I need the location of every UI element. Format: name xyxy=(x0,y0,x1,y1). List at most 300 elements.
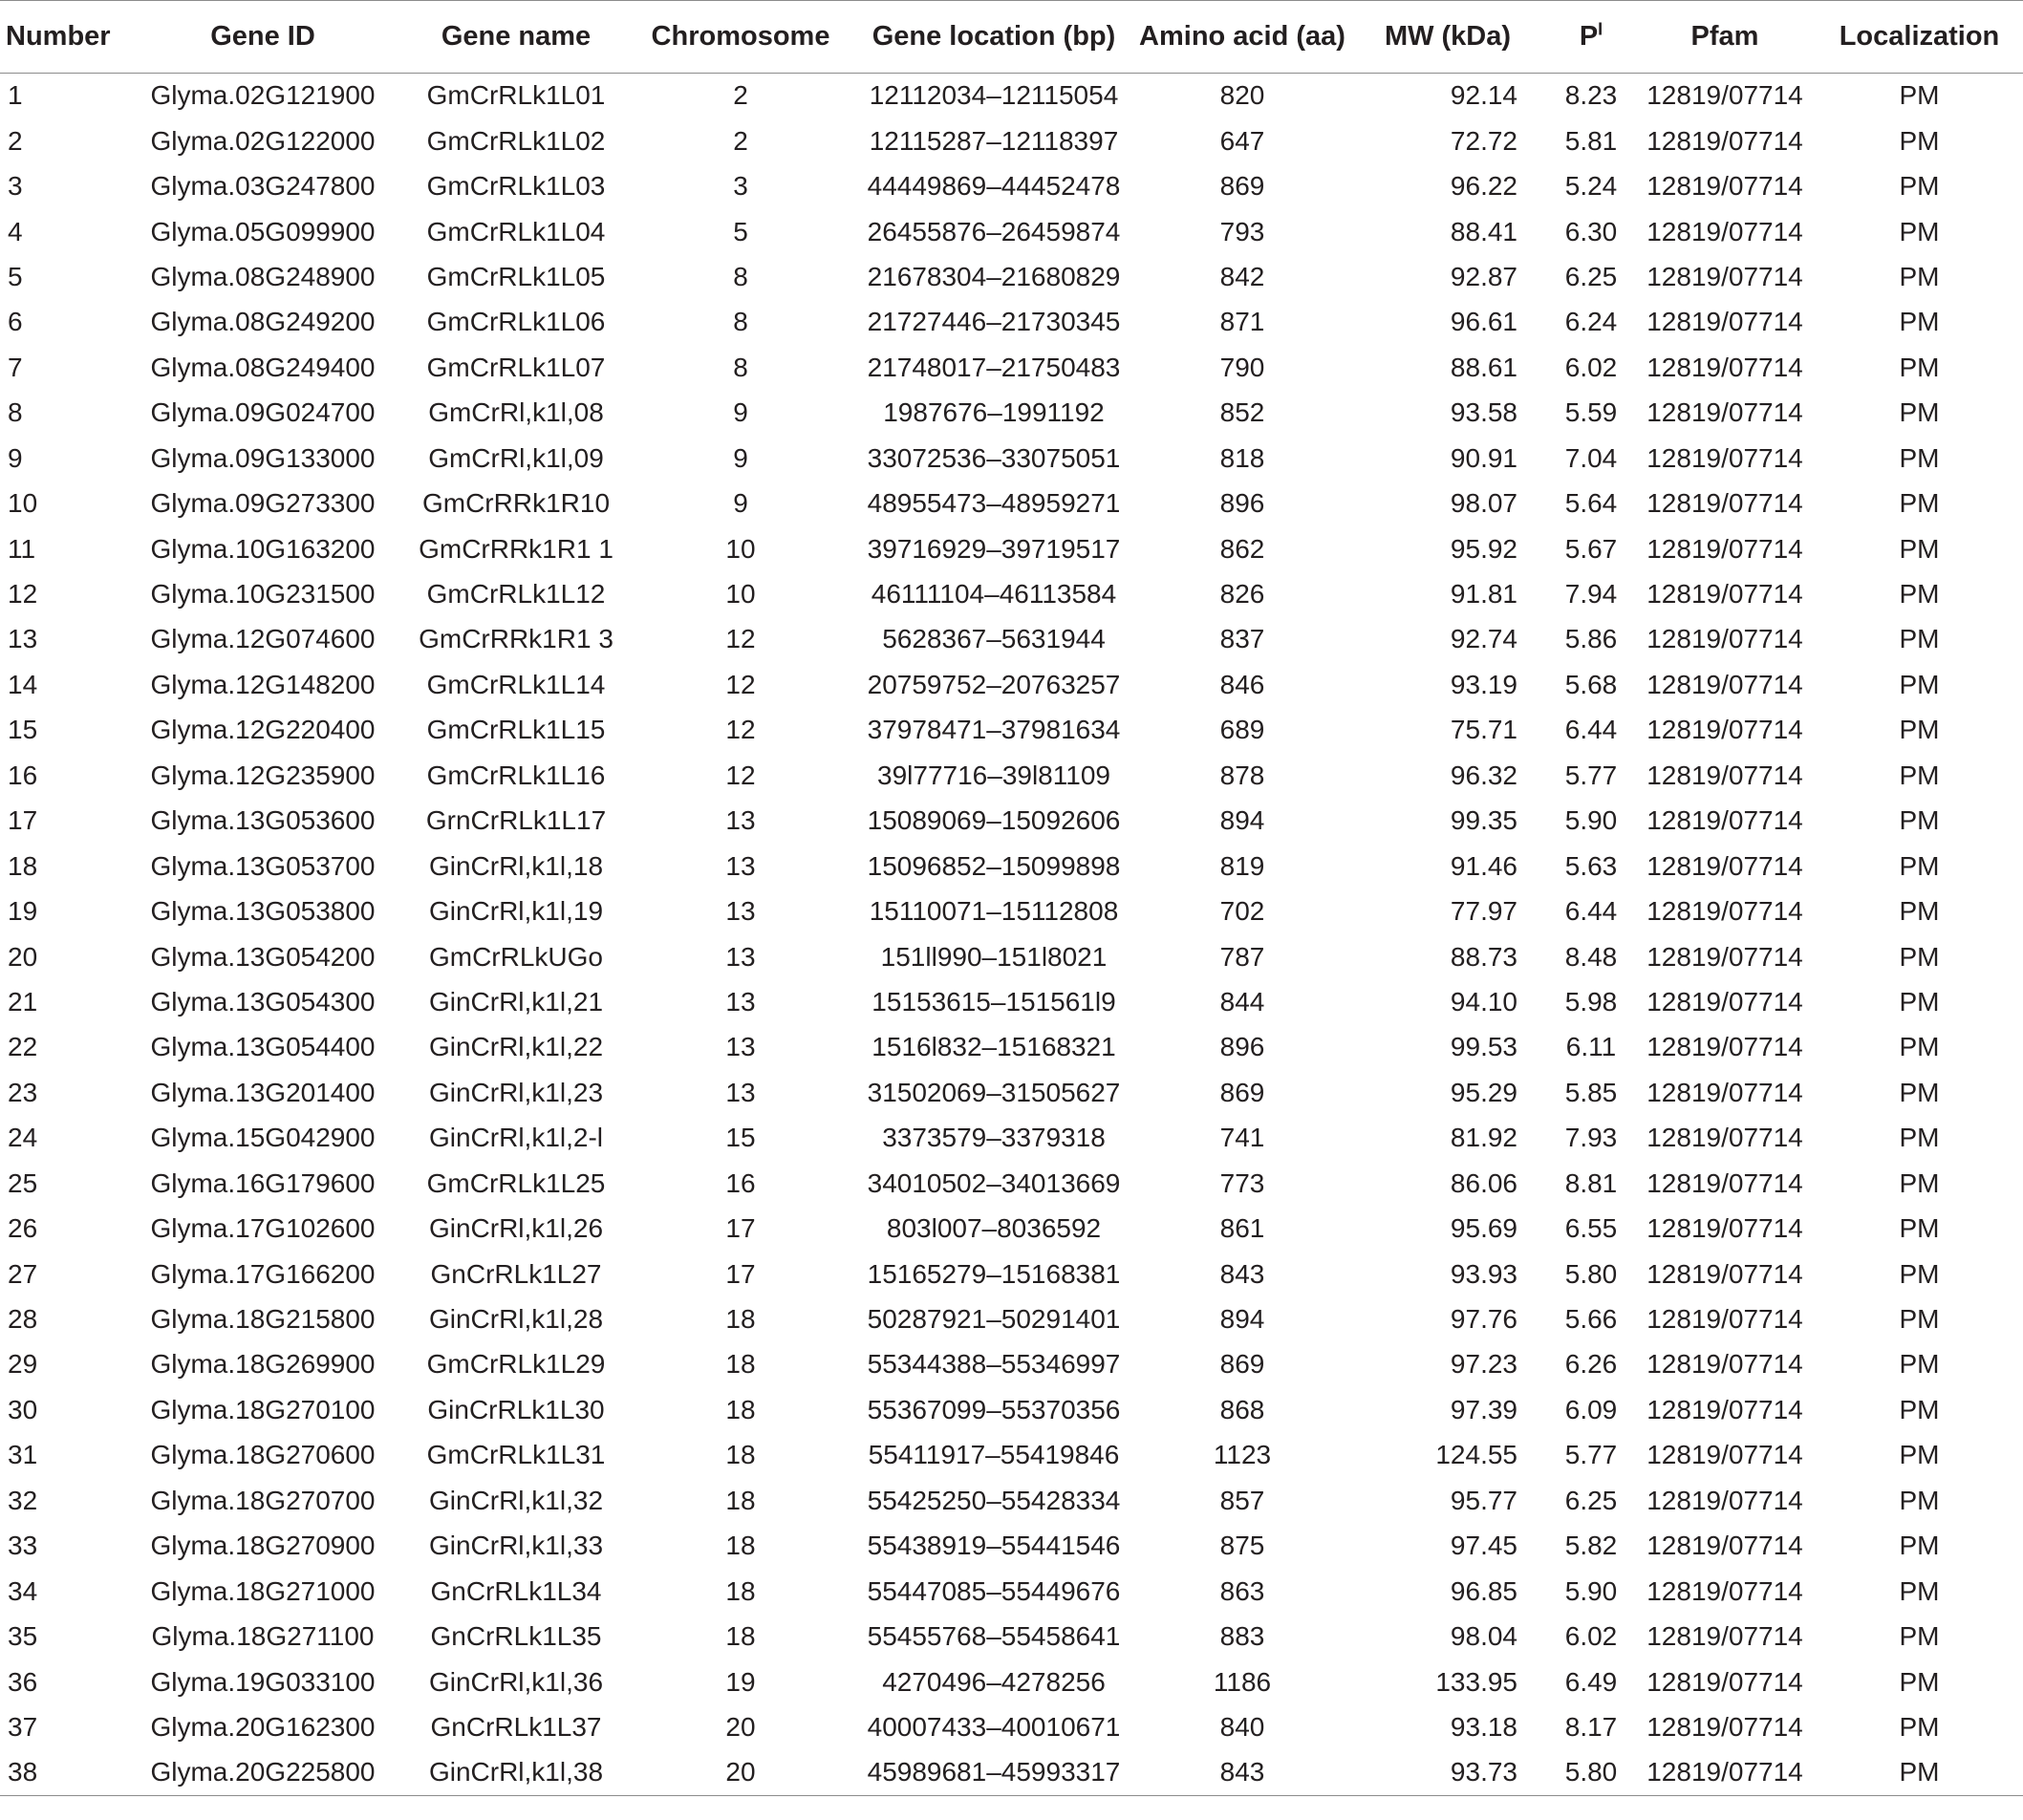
cell-number: 5 xyxy=(8,261,23,291)
cell-mw: 75.71 xyxy=(1450,715,1517,745)
cell-amino-acid: 894 xyxy=(1219,805,1265,836)
cell-gene-location: 40007433–40010671 xyxy=(867,1711,1121,1742)
cell-pi: 5.77 xyxy=(1564,760,1618,790)
cell-mw: 88.73 xyxy=(1450,941,1517,972)
table-row xyxy=(0,74,2023,118)
cell-localization: PM xyxy=(1899,352,1940,382)
cell-localization: PM xyxy=(1899,1666,1940,1697)
cell-chromosome: 16 xyxy=(725,1167,756,1198)
cell-chromosome: 18 xyxy=(725,1531,756,1561)
cell-gene-name: GmCrRLk1L12 xyxy=(426,579,606,610)
header-pi-sup: I xyxy=(1598,19,1603,39)
cell-gene-name: GinCrRl,k1l,21 xyxy=(428,986,604,1017)
table-row xyxy=(0,1614,2023,1659)
cell-pi: 6.25 xyxy=(1564,261,1618,291)
table-row xyxy=(0,1478,2023,1523)
cell-number: 17 xyxy=(8,805,38,836)
cell-chromosome: 5 xyxy=(733,216,748,246)
cell-pi: 5.80 xyxy=(1564,1258,1618,1289)
cell-chromosome: 10 xyxy=(725,533,756,564)
cell-gene-id: Glyma.13G054300 xyxy=(150,986,376,1017)
cell-amino-acid: 837 xyxy=(1219,624,1265,654)
table-row xyxy=(0,345,2023,390)
cell-gene-location: 50287921–50291401 xyxy=(867,1304,1121,1335)
cell-gene-id: Glyma.16G179600 xyxy=(150,1167,376,1198)
cell-gene-location: 1516l832–15168321 xyxy=(872,1032,1116,1062)
cell-pi: 6.26 xyxy=(1564,1349,1618,1380)
header-pfam: Pfam xyxy=(1634,1,1816,74)
header-chromosome: Chromosome xyxy=(631,1,850,74)
cell-gene-location: 12112034–12115054 xyxy=(869,80,1119,111)
cell-localization: PM xyxy=(1899,261,1940,291)
cell-pfam: 12819/07714 xyxy=(1646,125,1803,156)
cell-gene-location: 151ll990–151l8021 xyxy=(880,941,1108,972)
cell-gene-id: Glyma.09G133000 xyxy=(150,442,376,473)
cell-gene-name: GmCrRLk1L14 xyxy=(426,669,606,699)
cell-localization: PM xyxy=(1899,850,1940,881)
cell-pi: 8.17 xyxy=(1564,1711,1618,1742)
cell-number: 7 xyxy=(8,352,23,382)
cell-gene-location: 55425250–55428334 xyxy=(867,1485,1121,1515)
cell-mw: 95.69 xyxy=(1450,1213,1517,1244)
cell-pfam: 12819/07714 xyxy=(1646,1666,1803,1697)
cell-localization: PM xyxy=(1899,1711,1940,1742)
cell-number: 29 xyxy=(8,1349,38,1380)
cell-mw: 92.14 xyxy=(1450,80,1517,111)
cell-gene-name: GmCrRLk1L16 xyxy=(426,760,606,790)
cell-amino-acid: 793 xyxy=(1219,216,1265,246)
cell-gene-name: GnCrRLk1L27 xyxy=(430,1258,602,1289)
cell-amino-acid: 863 xyxy=(1219,1575,1265,1606)
cell-chromosome: 18 xyxy=(725,1349,756,1380)
cell-gene-name: GmCrRLk1L03 xyxy=(426,171,606,202)
cell-gene-id: Glyma.08G249400 xyxy=(150,352,376,382)
cell-chromosome: 13 xyxy=(725,896,756,927)
cell-gene-location: 44449869–44452478 xyxy=(867,171,1121,202)
cell-gene-location: 34010502–34013669 xyxy=(867,1167,1121,1198)
cell-gene-id: Glyma.18G269900 xyxy=(150,1349,376,1380)
cell-localization: PM xyxy=(1899,488,1940,519)
cell-chromosome: 13 xyxy=(725,941,756,972)
table-row xyxy=(0,753,2023,798)
cell-gene-id: Glyma.12G148200 xyxy=(150,669,376,699)
cell-number: 8 xyxy=(8,397,23,428)
cell-gene-location: 803l007–8036592 xyxy=(886,1213,1102,1244)
table-row xyxy=(0,617,2023,662)
cell-pfam: 12819/07714 xyxy=(1646,533,1803,564)
cell-chromosome: 8 xyxy=(733,307,748,337)
cell-pi: 8.48 xyxy=(1564,941,1618,972)
header-gene-location: Gene location (bp) xyxy=(850,1,1137,74)
cell-pfam: 12819/07714 xyxy=(1646,1440,1803,1470)
cell-amino-acid: 852 xyxy=(1219,397,1265,428)
header-amino-acid: Amino acid (aa) xyxy=(1137,1,1347,74)
cell-pi: 6.02 xyxy=(1564,1621,1618,1652)
cell-pfam: 12819/07714 xyxy=(1634,1750,1816,1795)
cell-gene-name: GmCrRLk1L29 xyxy=(426,1349,606,1380)
cell-amino-acid: 878 xyxy=(1219,760,1265,790)
cell-amino-acid: 773 xyxy=(1219,1167,1265,1198)
table-row xyxy=(0,1569,2023,1614)
cell-localization: PM xyxy=(1899,896,1940,927)
table-row xyxy=(0,1025,2023,1070)
cell-gene-location: 15089069–15092606 xyxy=(867,805,1121,836)
cell-chromosome: 13 xyxy=(725,1032,756,1062)
cell-number: 34 xyxy=(8,1575,38,1606)
table-row xyxy=(0,1296,2023,1341)
cell-chromosome: 8 xyxy=(733,352,748,382)
cell-gene-id: Glyma.09G273300 xyxy=(150,488,376,519)
cell-pfam: 12819/07714 xyxy=(1646,171,1803,202)
cell-number: 10 xyxy=(8,488,38,519)
cell-gene-location: 39l77716–39l81109 xyxy=(877,760,1110,790)
cell-chromosome: 13 xyxy=(725,805,756,836)
table-header-row xyxy=(0,1,2023,74)
cell-gene-id: Glyma.18G270100 xyxy=(150,1394,376,1424)
cell-amino-acid: 741 xyxy=(1219,1123,1265,1153)
cell-amino-acid: 787 xyxy=(1219,941,1265,972)
cell-mw: 95.92 xyxy=(1450,533,1517,564)
cell-amino-acid: 843 xyxy=(1219,1258,1265,1289)
cell-gene-location: 55344388–55346997 xyxy=(867,1349,1121,1380)
cell-number: 15 xyxy=(8,715,38,745)
table-row xyxy=(0,1342,2023,1387)
table-row xyxy=(0,1659,2023,1704)
cell-localization: PM xyxy=(1899,760,1940,790)
table-row xyxy=(0,1206,2023,1251)
cell-mw: 96.85 xyxy=(1450,1575,1517,1606)
cell-mw: 96.32 xyxy=(1450,760,1517,790)
cell-gene-location: 21678304–21680829 xyxy=(867,261,1121,291)
cell-number: 36 xyxy=(8,1666,38,1697)
cell-gene-id: Glyma.18G270700 xyxy=(150,1485,376,1515)
cell-gene-location: 21748017–21750483 xyxy=(867,352,1121,382)
cell-mw: 93.93 xyxy=(1450,1258,1517,1289)
cell-gene-name: GinCrRl,k1l,19 xyxy=(428,896,604,927)
cell-amino-acid: 871 xyxy=(1219,307,1265,337)
cell-localization: PM xyxy=(1899,1575,1940,1606)
table-row xyxy=(0,526,2023,571)
cell-amino-acid: 875 xyxy=(1219,1531,1265,1561)
cell-gene-id: Glyma.02G121900 xyxy=(150,80,376,111)
cell-amino-acid: 790 xyxy=(1219,352,1265,382)
cell-gene-id: Glyma.08G248900 xyxy=(150,261,376,291)
cell-gene-id: Glyma.18G271100 xyxy=(151,1621,375,1652)
cell-localization: PM xyxy=(1816,1750,2023,1795)
table-row xyxy=(0,844,2023,889)
cell-pfam: 12819/07714 xyxy=(1646,1258,1803,1289)
cell-pi: 6.55 xyxy=(1564,1213,1618,1244)
cell-localization: PM xyxy=(1899,1440,1940,1470)
cell-gene-location: 55411917–55419846 xyxy=(868,1440,1120,1470)
cell-amino-acid: 861 xyxy=(1219,1213,1265,1244)
cell-pi: 5.67 xyxy=(1564,533,1618,564)
cell-gene-name: GmCrRRk1R1 3 xyxy=(419,624,613,654)
cell-pfam: 12819/07714 xyxy=(1646,805,1803,836)
cell-gene-location: 15153615–151561l9 xyxy=(872,986,1116,1017)
cell-gene-name: GmCrRLk1L04 xyxy=(426,216,606,246)
table-row xyxy=(0,934,2023,979)
cell-mw: 96.22 xyxy=(1450,171,1517,202)
table-row xyxy=(0,889,2023,933)
cell-chromosome: 13 xyxy=(725,850,756,881)
cell-mw: 91.46 xyxy=(1450,850,1517,881)
cell-amino-acid: 883 xyxy=(1219,1621,1265,1652)
cell-gene-name: GinCrRl,k1l,18 xyxy=(428,850,604,881)
cell-pfam: 12819/07714 xyxy=(1646,1711,1803,1742)
cell-gene-name: GmCrRLk1L15 xyxy=(426,715,606,745)
cell-chromosome: 2 xyxy=(733,80,748,111)
cell-localization: PM xyxy=(1899,1213,1940,1244)
table-row xyxy=(0,1161,2023,1206)
table-row xyxy=(0,708,2023,753)
cell-amino-acid: 846 xyxy=(1219,669,1265,699)
cell-pfam: 12819/07714 xyxy=(1646,579,1803,610)
table-body xyxy=(0,74,2023,1796)
cell-localization: PM xyxy=(1899,216,1940,246)
cell-gene-name: GinCrRl,k1l,38 xyxy=(401,1750,631,1795)
cell-pfam: 12819/07714 xyxy=(1646,1167,1803,1198)
cell-number: 13 xyxy=(8,624,38,654)
cell-localization: PM xyxy=(1899,442,1940,473)
cell-gene-name: GmCrRLk1L07 xyxy=(426,352,606,382)
header-gene-id: Gene ID xyxy=(124,1,401,74)
cell-pfam: 12819/07714 xyxy=(1646,1213,1803,1244)
cell-pfam: 12819/07714 xyxy=(1646,715,1803,745)
table-row xyxy=(0,1433,2023,1478)
cell-number: 3 xyxy=(8,171,23,202)
cell-mw: 72.72 xyxy=(1450,125,1517,156)
cell-chromosome: 12 xyxy=(725,715,756,745)
cell-pi: 5.90 xyxy=(1564,1575,1618,1606)
cell-localization: PM xyxy=(1899,533,1940,564)
cell-gene-name: GnCrRLk1L35 xyxy=(430,1621,602,1652)
cell-pi: 6.24 xyxy=(1564,307,1618,337)
cell-number: 20 xyxy=(8,941,38,972)
cell-chromosome: 17 xyxy=(725,1213,756,1244)
cell-gene-id: Glyma.13G054400 xyxy=(150,1032,376,1062)
cell-amino-acid: 826 xyxy=(1219,579,1265,610)
cell-number: 12 xyxy=(8,579,38,610)
cell-pi: 5.86 xyxy=(1564,624,1618,654)
cell-gene-location: 12115287–12118397 xyxy=(869,125,1119,156)
table-row xyxy=(0,1704,2023,1749)
cell-pi: 8.23 xyxy=(1564,80,1618,111)
cell-gene-id: Glyma.10G163200 xyxy=(150,533,376,564)
cell-gene-id: Glyma.18G271000 xyxy=(150,1575,376,1606)
cell-pi: 8.81 xyxy=(1564,1167,1618,1198)
cell-pi: 6.44 xyxy=(1564,896,1618,927)
table-row xyxy=(0,1252,2023,1296)
header-pi xyxy=(1548,1,1634,74)
cell-gene-id: Glyma.12G074600 xyxy=(150,624,376,654)
cell-gene-id: Glyma.17G102600 xyxy=(150,1213,376,1244)
table-row xyxy=(0,254,2023,299)
cell-pi: 6.49 xyxy=(1564,1666,1618,1697)
cell-chromosome: 18 xyxy=(725,1440,756,1470)
cell-mw: 93.73 xyxy=(1347,1750,1548,1795)
table-row xyxy=(0,118,2023,163)
cell-gene-id: Glyma.13G054200 xyxy=(150,941,376,972)
cell-number: 31 xyxy=(8,1440,38,1470)
cell-mw: 96.61 xyxy=(1450,307,1517,337)
cell-mw: 94.10 xyxy=(1450,986,1517,1017)
table-row xyxy=(0,979,2023,1024)
cell-pfam: 12819/07714 xyxy=(1646,1485,1803,1515)
cell-gene-name: GmCrRRk1R10 xyxy=(421,488,611,519)
cell-gene-name: GinCrRl,k1l,36 xyxy=(428,1666,604,1697)
cell-localization: PM xyxy=(1899,1123,1940,1153)
cell-amino-acid: 869 xyxy=(1219,1077,1265,1107)
cell-localization: PM xyxy=(1899,1258,1940,1289)
cell-gene-name: GmCrRLk1L25 xyxy=(426,1167,606,1198)
header-gene-name: Gene name xyxy=(401,1,631,74)
cell-number: 11 xyxy=(8,533,36,564)
cell-amino-acid: 869 xyxy=(1219,1349,1265,1380)
cell-amino-acid: 840 xyxy=(1219,1711,1265,1742)
cell-pfam: 12819/07714 xyxy=(1646,397,1803,428)
cell-pfam: 12819/07714 xyxy=(1646,896,1803,927)
table-row xyxy=(0,163,2023,208)
cell-chromosome: 8 xyxy=(733,261,748,291)
cell-mw: 88.61 xyxy=(1450,352,1517,382)
cell-gene-id: Glyma.09G024700 xyxy=(150,397,376,428)
cell-pi: 5.82 xyxy=(1564,1531,1618,1561)
cell-pfam: 12819/07714 xyxy=(1646,1531,1803,1561)
cell-gene-name: GmCrRl,k1l,08 xyxy=(428,397,604,428)
cell-amino-acid: 869 xyxy=(1219,171,1265,202)
cell-number: 14 xyxy=(8,669,38,699)
cell-pfam: 12819/07714 xyxy=(1646,1394,1803,1424)
cell-number: 27 xyxy=(8,1258,38,1289)
cell-gene-name: GinCrRl,k1l,2-l xyxy=(428,1123,604,1153)
cell-mw: 92.87 xyxy=(1450,261,1517,291)
cell-pfam: 12819/07714 xyxy=(1646,442,1803,473)
cell-pi: 5.64 xyxy=(1564,488,1618,519)
table-row xyxy=(0,662,2023,707)
cell-pfam: 12819/07714 xyxy=(1646,488,1803,519)
cell-number: 4 xyxy=(8,216,23,246)
cell-gene-id: Glyma.13G053800 xyxy=(150,896,376,927)
cell-gene-location: 20759752–20763257 xyxy=(867,669,1121,699)
cell-pfam: 12819/07714 xyxy=(1646,624,1803,654)
cell-number: 1 xyxy=(8,80,23,111)
cell-gene-location: 15096852–15099898 xyxy=(867,850,1121,881)
table-row xyxy=(0,300,2023,345)
cell-gene-name: GmCrRLk1L05 xyxy=(426,261,606,291)
cell-amino-acid: 857 xyxy=(1219,1485,1265,1515)
cell-localization: PM xyxy=(1899,579,1940,610)
cell-pfam: 12819/07714 xyxy=(1646,850,1803,881)
table-row xyxy=(0,1387,2023,1432)
cell-gene-id: Glyma.12G235900 xyxy=(150,760,376,790)
cell-localization: PM xyxy=(1899,1394,1940,1424)
cell-mw: 99.35 xyxy=(1450,805,1517,836)
cell-pi: 5.24 xyxy=(1564,171,1618,202)
cell-mw: 97.76 xyxy=(1450,1304,1517,1335)
cell-chromosome: 13 xyxy=(725,986,756,1017)
cell-gene-name: GrnCrRLk1L17 xyxy=(425,805,607,836)
cell-gene-id: Glyma.18G270600 xyxy=(150,1440,376,1470)
cell-amino-acid: 1123 xyxy=(1213,1440,1272,1470)
cell-gene-location: 31502069–31505627 xyxy=(867,1077,1121,1107)
cell-pi: 7.93 xyxy=(1564,1123,1618,1153)
cell-mw: 93.19 xyxy=(1450,669,1517,699)
cell-chromosome: 3 xyxy=(733,171,748,202)
cell-localization: PM xyxy=(1899,715,1940,745)
cell-chromosome: 18 xyxy=(725,1394,756,1424)
cell-pi: 6.09 xyxy=(1564,1394,1618,1424)
cell-pfam: 12819/07714 xyxy=(1646,1349,1803,1380)
cell-number: 30 xyxy=(8,1394,38,1424)
cell-chromosome: 12 xyxy=(725,760,756,790)
cell-chromosome: 20 xyxy=(725,1711,756,1742)
cell-number: 38 xyxy=(0,1750,124,1795)
cell-pfam: 12819/07714 xyxy=(1646,941,1803,972)
cell-amino-acid: 1186 xyxy=(1213,1666,1272,1697)
cell-localization: PM xyxy=(1899,1304,1940,1335)
header-pi-base: P xyxy=(1579,21,1599,52)
cell-number: 21 xyxy=(8,986,38,1017)
cell-pi: 5.85 xyxy=(1564,1077,1618,1107)
cell-mw: 81.92 xyxy=(1450,1123,1517,1153)
table-row xyxy=(0,209,2023,254)
cell-gene-name: GmCrRRk1R1 1 xyxy=(419,533,613,564)
cell-amino-acid: 894 xyxy=(1219,1304,1265,1335)
cell-localization: PM xyxy=(1899,307,1940,337)
cell-mw: 97.23 xyxy=(1450,1349,1517,1380)
cell-mw: 77.97 xyxy=(1450,896,1517,927)
cell-localization: PM xyxy=(1899,669,1940,699)
cell-localization: PM xyxy=(1899,397,1940,428)
cell-gene-id: Glyma.15G042900 xyxy=(150,1123,376,1153)
header-localization: Localization xyxy=(1816,1,2023,74)
table-row xyxy=(0,391,2023,436)
cell-mw: 86.06 xyxy=(1450,1167,1517,1198)
cell-chromosome: 18 xyxy=(725,1485,756,1515)
cell-gene-location: 37978471–37981634 xyxy=(867,715,1121,745)
cell-mw: 88.41 xyxy=(1450,216,1517,246)
cell-amino-acid: 843 xyxy=(1137,1750,1347,1795)
cell-localization: PM xyxy=(1899,1077,1940,1107)
cell-number: 37 xyxy=(8,1711,38,1742)
table-row xyxy=(0,571,2023,616)
cell-chromosome: 10 xyxy=(725,579,756,610)
cell-gene-name: GinCrRl,k1l,22 xyxy=(428,1032,604,1062)
cell-mw: 95.77 xyxy=(1450,1485,1517,1515)
table-row xyxy=(0,1070,2023,1115)
cell-gene-id: Glyma.18G215800 xyxy=(150,1304,376,1335)
cell-pfam: 12819/07714 xyxy=(1646,1304,1803,1335)
cell-pfam: 12819/07714 xyxy=(1646,216,1803,246)
cell-gene-id: Glyma.12G220400 xyxy=(150,715,376,745)
cell-chromosome: 18 xyxy=(725,1575,756,1606)
cell-pi: 5.63 xyxy=(1564,850,1618,881)
cell-amino-acid: 868 xyxy=(1219,1394,1265,1424)
cell-chromosome: 18 xyxy=(725,1304,756,1335)
cell-pi: 6.30 xyxy=(1564,216,1618,246)
cell-gene-location: 15165279–15168381 xyxy=(867,1258,1121,1289)
cell-gene-name: GmCrRLk1L06 xyxy=(426,307,606,337)
cell-gene-name: GmCrRLk1L01 xyxy=(426,80,606,111)
cell-chromosome: 12 xyxy=(725,624,756,654)
cell-chromosome: 9 xyxy=(733,397,748,428)
cell-pfam: 12819/07714 xyxy=(1646,1077,1803,1107)
cell-gene-id: Glyma.10G231500 xyxy=(150,579,376,610)
cell-number: 33 xyxy=(8,1531,38,1561)
cell-number: 28 xyxy=(8,1304,38,1335)
cell-pfam: 12819/07714 xyxy=(1646,669,1803,699)
